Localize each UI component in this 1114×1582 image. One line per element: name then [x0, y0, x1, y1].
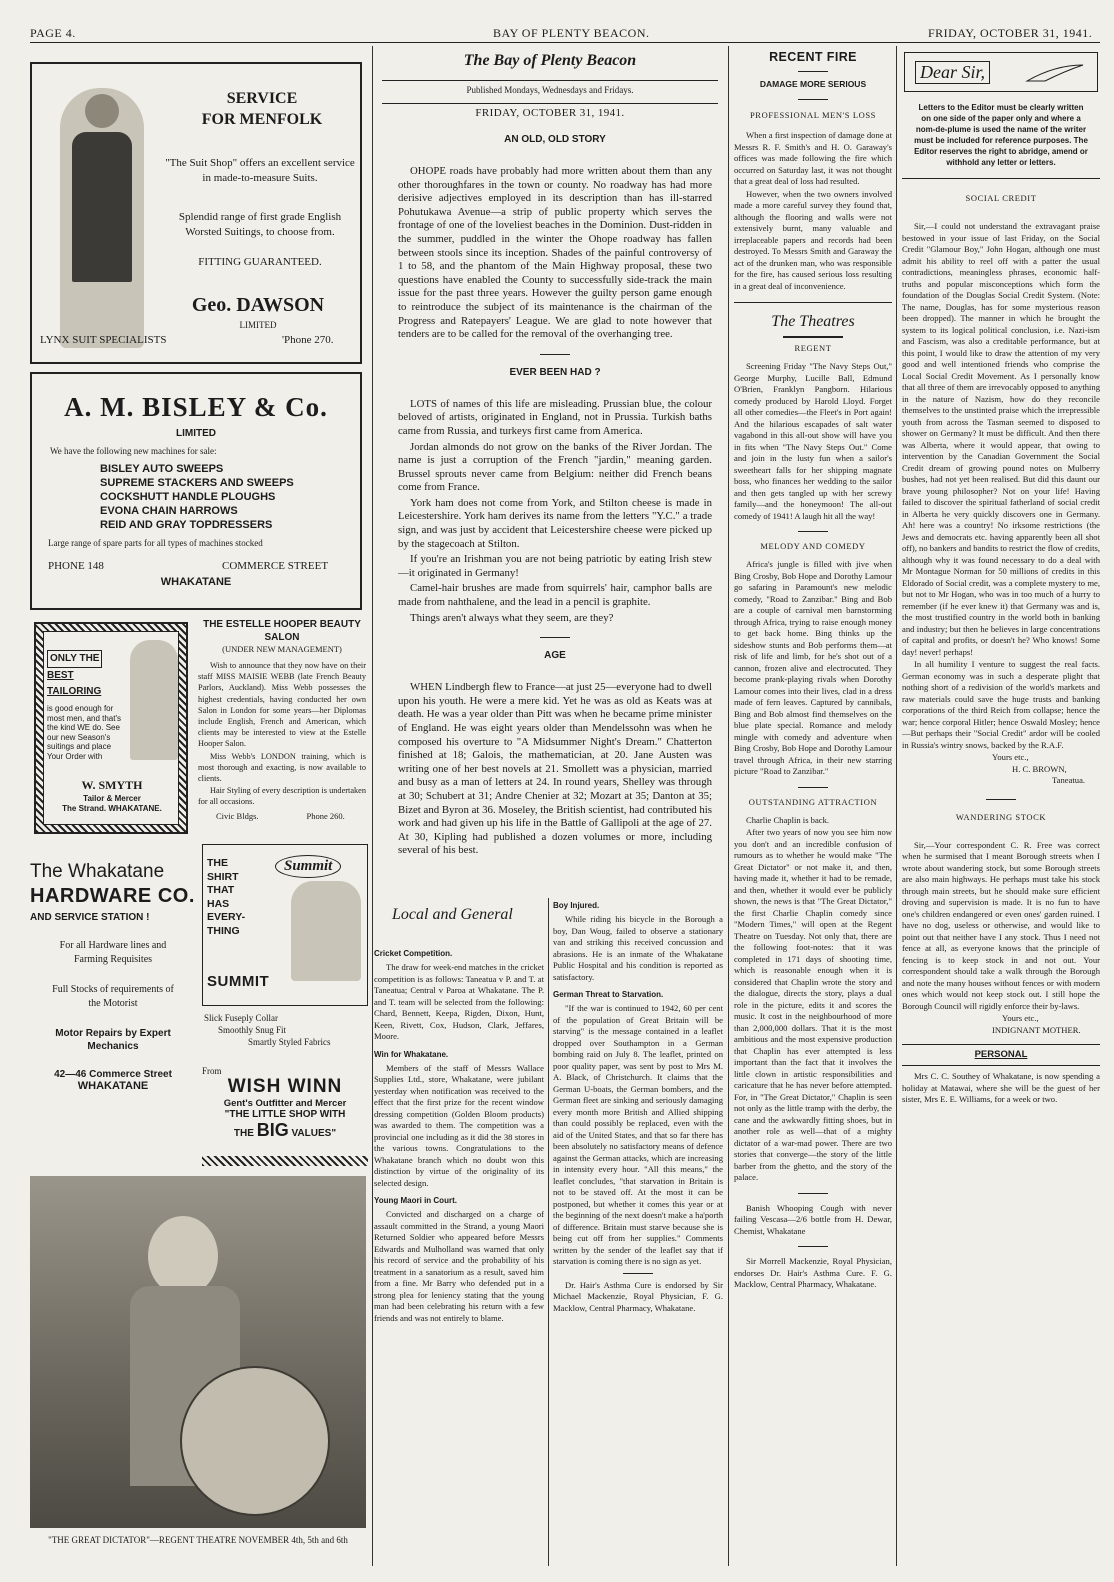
- ad-text: (UNDER NEW MANAGEMENT): [222, 644, 342, 654]
- letters-notice: Letters to the Editor must be clearly written on one side of the paper only and where a nom-de-plume is used the name of the writer must be included for reference purposes. The Editor reserves the right to abridge, amend or withhold any letter or letters.: [914, 103, 1088, 167]
- ad-text: FITTING GUARANTEED.: [198, 256, 322, 268]
- column-rule: [548, 898, 549, 1566]
- ad-slogan: ONLY THE BEST TAILORING: [47, 650, 102, 700]
- header-rule: [30, 42, 1100, 43]
- separator: [623, 1273, 653, 1274]
- editorial-body: LOTS of names of this life are misleading. Prussian blue, the colour beloved of artists, originated in England, not in Prussia. Turkish baths came from Russia, and turkeys first came from America. Jordan almonds do not grow on the banks of the River Jordan. The name is just a corruption of the French "jardin," meaning garden. Brussel sprouts never came from Belgium: neither did French beans come from France. York ham does not come from York, and Stilton cheese is made in Leicestershire. York ham derives its name from the letters "Y.C." a trade sign, and was just by accident that Leicestershire cheese were picked up by the stagecoach at Stilton. If you're an Irishman you are not being patriotic by eating Irish stew—it originated in Germany! Camel-hair brushes are made from squirrels' hair, camphor balls are made from nahthalene, and the lead in a pencil is graphite. Things aren't always what they seem, are they?: [398, 397, 712, 624]
- editorial-heading: AGE: [544, 650, 566, 662]
- page-date: FRIDAY, OCTOBER 31, 1941.: [928, 26, 1093, 40]
- ad-text: LIMITED: [239, 320, 277, 330]
- letter-heading: WANDERING STOCK: [955, 811, 1047, 822]
- separator: [798, 1246, 828, 1247]
- masthead: [382, 52, 718, 119]
- separator: [798, 531, 828, 532]
- advertiser-name: A. M. BISLEY & Co.: [64, 392, 328, 422]
- ad-text: is good enough for most men, and that's the kind WE do. See our new Season's suitings and place Your Order with: [47, 704, 122, 761]
- ad-text: The Strand. WHAKATANE.: [62, 804, 162, 813]
- ad-bisley: [30, 372, 362, 610]
- ad-text: WHAKATANE: [160, 576, 232, 588]
- ad-text: Large range of spare parts for all types of machines stocked: [48, 538, 263, 548]
- shirt-model-illustration: [291, 881, 361, 981]
- separator: [783, 336, 843, 338]
- letter-signoff: Yours etc.,: [992, 752, 1029, 762]
- letter-signoff: Yours etc.,: [1002, 1013, 1039, 1023]
- letter-place: Taneatua.: [1052, 775, 1086, 785]
- summit-logo: Summit: [275, 855, 341, 878]
- ad-title: The Whakatane: [30, 861, 165, 882]
- letter-body: Sir,—I could not understand the extravagant praise bestowed in your issue of last Friday, on the Social Credit "Glamour Boy," John Hogan, although one must admit his ability to reel off with a patter the usual contradictions, meaningless phrases, economic half-truths and popular misconceptions which form the foundation of the Douglas Social Credit System. (Note: The name, Douglas, has for some mysterious reason been dropped). The manner in which he brought the system to its logical political conclusion, i.e. Nazi-ism and Fascism, was also a creditable performance, but at this point, I would like to draw the attention of my very good and well intentioned friends who comprise the Local Social Credit Movement. As I personally know that all three of them are irrevocably opposed to anything in the nature of Nazism, how do they reconcile themselves to the unstinted praise which the irrepressible youth from across the Tasman seemed to disposed to shower on Germany? It must be difficult. And then there was Alberta, where it would appear, that owing to intervention by the Canadian Government the Social Credit dream of growing pound notes on Mulberry bushes, had not yet been realised. But did this daunt our brave young philosopher? Not on your life! Having failed to discover the spiritual fatherland of social credit in Alberta he very quickly discovers one in Germany. Ah! here was a country! No irksome restrictions (the Jews and democrats etc. having apparently been all shot off), no bankers and bandits to restrict the flow of credits, although why it was found necessary to do a deal with Mr Montague Norman for 50 millions of credits in this Eldorado of Social credit, was a complete mystery to me, but not to Mr Hogan, who was in too much of a hurry to remember (if he ever knew it) that Germany was and is, the most trustified country in the world both in banking and industry; but then he believes in large concentrations of capital and profits, or doesn't he? Who knows! Some day! never! perhaps! In all humility I venture to suggest the real facts. German economy was in such a desperate plight that nothing short of a redivision of the world's markets and raw materials could save the huge trusts and banking corporations of the third Reich from collapse; hence the war; hence corporal Hitler; hence Oswald Mosley; hence—But perhaps their "Social Credit" ardor will be cooled in Russia's wintry snows, backed by the R.A.F.: [902, 221, 1100, 750]
- ad-text: Full Stocks of requirements of the Motorist: [52, 984, 174, 1009]
- news-column: [734, 50, 892, 1562]
- editorial-body: WHEN Lindbergh flew to France—at just 25—everyone had to dwell upon his youth. He were a mere kid. Yet he was as old as Keats was at death. He was a year older than Pitt was when he became prime minister of England. He was eight years older than Mendelssohn was when he composed his overture to "A Midsummer Night's Dream." Chatterton finished at 18; Galois, the mathematician, at 20. Jane Austen was writing one of her best novels at 21. Smollett was a physician, married and busy as a man of letters at 24. In round years, Shelley was through at 30; Schubert at 31; Andre Chenier at 32; Mozart at 35; Danton at 35; Bizet and Byron at 36. Moseley, the British scientist, had contributed his work and had given up his life in the Battle of Gallipoli at the age of 27. At 30, Kipling had published a dozen volumes or more, including several of his best.: [398, 681, 712, 857]
- article-subheading: OUTSTANDING ATTRACTION: [748, 796, 878, 807]
- page-number: PAGE 4.: [30, 26, 76, 40]
- ad-summit: [202, 844, 368, 1006]
- personal-item: Mrs C. C. Southey of Whakatane, is now spending a holiday at Matawai, where she will be the guest of her sister, Mrs E. E. Williams, for a week or two.: [902, 1071, 1100, 1104]
- ad-text: We have the following new machines for sale:: [50, 446, 217, 456]
- ad-slogan: THE BIG VALUES": [233, 1120, 337, 1140]
- ad-slogan: THE SHIRT THAT HAS EVERY- THING: [207, 857, 246, 937]
- advertiser-name: W. SMYTH: [81, 778, 143, 792]
- ad-hardware: [30, 860, 196, 1106]
- separator: [540, 637, 570, 638]
- ad-text: "The Suit Shop" offers an excellent service in made-to-measure Suits.: [165, 157, 355, 184]
- separator: [986, 799, 1016, 800]
- ad-text: LIMITED: [176, 428, 216, 439]
- article-subheading: MELODY AND COMEDY: [760, 541, 866, 551]
- masthead-pub: Published Mondays, Wednesdays and Fridays.: [466, 85, 634, 95]
- letter-author: INDIGNANT MOTHER.: [992, 1024, 1081, 1035]
- advertiser-name: Geo. DAWSON: [191, 294, 325, 316]
- ad-text: Tailor & Mercer: [83, 794, 141, 803]
- ad-slogan: "THE LITTLE SHOP WITH: [224, 1109, 346, 1120]
- ad-text: Motor Repairs by Expert Mechanics: [55, 1028, 171, 1052]
- ad-winn: [202, 1066, 368, 1156]
- ad-text: For all Hardware lines and Farming Requisites: [59, 940, 167, 965]
- ad-summit-features: Slick Fuseply Collar Smoothly Snug Fit Smartly Styled Fabrics: [204, 1013, 331, 1047]
- ad-text: COMMERCE STREET: [222, 560, 329, 572]
- tailor-illustration: [130, 640, 178, 760]
- ad-contact: Civic Bldgs. Phone 260.: [216, 810, 345, 821]
- article-heading: RECENT FIRE: [769, 50, 857, 64]
- article-body: Charlie Chaplin is back. After two years of now you see him now you don't and an incredible confusion of rumours as to whether he would make "The Great Dictator" or not make it, and then, having made it, whether it had to be remade, and then, whether it would ever be publicly shown, the news is that "The Great Dictator," the first Charlie Chaplin comedy since "Modern Times," will open at the Regent Theatre on Tuesday. Not only that, there are the following foot-notes: that it was completed in 171 days of shooting time, which is reasonable enough when it is considered that Chaplin wrote the story and the dialogue, directs the story, plays a dual role in the picture, edits it and scores the music. It cost in the neighbourhood of more than 2,000,000 dollars. That it is the most ambitious and the most expensive production that Chaplin has ever attempted is less important than the fact that it involves the little clown in artistic responsibilities and caricature that he has never before attempted. For, in "The Great Dictator," Chaplin is seen not only as the little tramp with the derby, the cane and the awkwardly fitting shoes, but in another role as well—that of a mighty dictator of a war-mad power. There are two stories that converge—the story of the little barber from the ghetto, and the story of the palace.: [734, 814, 892, 1182]
- ad-phone: 'Phone 270.: [282, 334, 334, 346]
- machine-list: BISLEY AUTO SWEEPS SUPREME STACKERS AND SWEEPS COCKSHUTT HANDLE PLOUGHS EVONA CHAIN HARROWS REID AND GRAY TOPDRESSERS: [100, 463, 294, 531]
- column-rule: [896, 46, 897, 1566]
- article-body: When a first inspection of damage done at Messrs R. F. Smith's and H. O. Garaway's offices was made following the fire which occurred on Saturday last, it was not thought that a great deal of loss had resulted. However, when the two owners involved made a more careful survey they found that, although the flooring and walls were not extensively burnt, many valuable and irreplaceable papers and records had been destroyed. To Messrs Smith and Garaway the act of the drunken man, who was responsible for the fire, has caused serious loss resulting in a great deal of inconvenience.: [734, 130, 892, 291]
- ad-text: From: [202, 1066, 222, 1076]
- letter-heading: SOCIAL CREDIT: [965, 193, 1037, 203]
- ad-text: Splendid range of first grade English Worsted Suitings, to choose from.: [178, 211, 342, 238]
- letter-author: H. C. BROWN,: [1012, 763, 1067, 774]
- letters-column: [902, 50, 1100, 1562]
- editorial-heading: EVER BEEN HAD ?: [509, 366, 601, 378]
- section-heading: The Theatres: [771, 313, 855, 330]
- photo-caption: "THE GREAT DICTATOR"—REGENT THEATRE NOVEMBER 4th, 5th and 6th: [48, 1535, 348, 1545]
- ad-hooper: [198, 618, 366, 844]
- editorial-body: OHOPE roads have probably had more written about them than any other thoroughfares in the town or county. No roadway has had more derisive adjectives employed in its description than has ill-starred Pohutukawa Avenue—a strip of public property which serves the frontage of one of the loveliest beaches in the Dominion. Dust-ridden in the summer, puddled in the winter the Ohope roadway has fallen between stools since its inception. Shades of the painful controversy of 1 to 58, and the phantom of the Main Highway proposal, these two questions have enabled the County to successfully side-track the main issue for the past three years. However the guilty person game enough to reintroduce the subject of its maintenance is the chairman of the Progress and Ratepayers' League. We are glad to note however that tenders are to be called for the removal of the overhanging tree.: [398, 165, 712, 341]
- page-header: [28, 22, 1100, 44]
- ad-text: AND SERVICE STATION !: [30, 912, 150, 923]
- man-in-suit-illustration: [60, 88, 144, 348]
- article-subheading: REGENT: [794, 343, 832, 353]
- editorial-column: [398, 134, 712, 894]
- masthead-date: FRIDAY, OCTOBER 31, 1941.: [475, 107, 625, 119]
- article-subheading: PROFESSIONAL MEN'S LOSS: [749, 110, 876, 120]
- local-column-b: Boy Injured. While riding his bicycle in the Borough a boy, Dan Woug, failed to observe a stationary van and striking this received concussion and abrasions. He is an inmate of the Whakatane Public Hospital and his condition is reported as satisfactory. German Threat to Starvation. "If the war is continued to 1942, 60 per cent of the population of Great Britain will be starving" is the message contained in a leaflet dropped over Southampton in a German bombing raid on July 8. The leaflet, printed on poor quality paper, was sent by post to Mrs M. A. Black, of Christchurch. It claims that the German U-boats, the German bombers, and the German fleet are sinking and seriously damaging every month more British and Allied shipping than could possibly be replaced, even with the aid of the United States, and that so far there has been absolutely no satisfactory means of defence against the German attacks, which are increasing in intensity every hour. "All this means," the leaflet concludes, "that starvation in Britain is not to be staved off. At the most it can be postponed, but whether it comes this year or at the beginning of the next doesn't make a ha'porth of difference. Britain must starve because she is being cut off from her supplies." Comments written by the sender of the leaflet say that if starvation is coming there is no sign as yet. Dr. Hair's Asthma Cure is endorsed by Sir Michael Mackenzie, Royal Physician, F. G. Macklow, Central Pharmacy, Whakatane.: [553, 901, 723, 1313]
- ad-title: SERVICE FOR MENFOLK: [201, 90, 323, 128]
- ad-text: WHAKATANE: [77, 1080, 149, 1092]
- dear-sir-logo: Dear Sir,: [904, 52, 1098, 92]
- separator: [540, 354, 570, 355]
- ad-text: 42—46 Commerce Street: [54, 1069, 172, 1080]
- article-body: Screening Friday "The Navy Steps Out," George Murphy, Lucille Ball, Edmund O'Brien, Franklyn Pangborn. Hilarious comedy produced by Harold Lloyd. Forget all other comedies—the Fleet's in Port again! And the hilarious escapades of salt water vagabond in this all-out show will have you in fits when "The Navy Steps Out." Come and join in the lusty fun when a sailor's sweetheart falls for her shipping magnate boss, who finances her wedding to the sailor and then gets tangled up with her screwy family—and the honeymoon! The all-out comedy of 1941! A laugh hit all the way!: [734, 361, 892, 521]
- small-ad: Banish Whooping Cough with never failing Vescasa—2/6 bottle from H. Dewar, Chemist, Whakatane: [734, 1202, 892, 1236]
- ad-smyth: [34, 622, 188, 834]
- ad-text: Gent's Outfitter and Mercer: [223, 1098, 347, 1109]
- article-subheading: DAMAGE MORE SERIOUS: [759, 79, 867, 89]
- decorative-border: [202, 1156, 368, 1166]
- ad-body: Wish to announce that they now have on their staff MISS MAISIE WEBB (late French Beauty Parlors, Auckland). Miss Webb possesses the highest credentials, having conducted her own Salon in London for some years—her Diplomas include English, French and American, which clients may be interested to view at the Estelle Hooper Salon. Miss Webb's LONDON training, which is most thorough and exacting, is now available to clients. Hair Styling of every description is undertaken for all occasions.: [198, 661, 366, 807]
- quill-icon: [1025, 63, 1085, 83]
- editorial-heading: AN OLD, OLD STORY: [504, 134, 606, 145]
- ad-title: HARDWARE CO.: [30, 885, 195, 907]
- column-rule: [372, 46, 373, 1566]
- letter-body: Sir,—Your correspondent C. R. Free was correct when he surmised that I meant Borough streets when I wrote about wandering stock, but some Borough streets are also main highways. He perhaps must take his stock through main streets, but he should make sure efficient droving and supervision is made. It is no fun to have one's children endangered or even ones' garden ruined. I have no dog, useless or otherwise, and would like to point out that neither have I any stock. Thus I need not fence at all, as everyone knows that the principle of fencing is to keep stock in and not out. Your correspondent should take a walk through the Borough and note the many houses without fences or with modern ones which would not keep stock out. I still hope the Borough Council will rigidly enforce their by-laws.: [902, 839, 1100, 1011]
- separator: [798, 787, 828, 788]
- great-dictator-photo: [30, 1176, 366, 1528]
- masthead-title: The Bay of Plenty Beacon: [463, 52, 637, 69]
- ad-dawson: [30, 62, 362, 364]
- advertiser-name: WISH WINN: [227, 1076, 343, 1097]
- column-rule: [728, 46, 729, 1566]
- ad-phone: PHONE 148: [48, 560, 104, 572]
- separator: [798, 1193, 828, 1194]
- paper-title: BAY OF PLENTY BEACON.: [493, 26, 650, 40]
- section-heading: Local and General: [392, 906, 513, 923]
- article-body: Africa's jungle is filled with jive when Bing Crosby, Bob Hope and Dorothy Lamour go safaring in Paramount's new melodic comedy, "Road to Zanzibar." Bing and Bob are a couple of carnival men barnstorming through Africa, trying to raise enough money to get back home. Bing thinks up the sideshow stunts and Bob performs them—at risk of life and limb, for he's shot out of a cannon, frozen alive and electrocuted. They become prank-playing rivals when Dorothy Lamour comes into their lives, clad in a dress made of fern leaves. Captured by cannibals, Bing and Bob almost find themselves on the blue plate special. Romance and melody mingle with comedy and adventure when Bing Crosby, Bob Hope and Dorothy Lamour travel through Africa, in their new starring picture "Road to Zanzibar.": [734, 559, 892, 776]
- local-column-a: Cricket Competition. The draw for week-end matches in the cricket competition is as follows: Taneatua v P. and T. at Taneatua; Central v Paroa at Whakatane. The P. and T. team will be selected from the following: Chard, Bennett, Keepa, Rigden, Dixon, Hunt, Keen, Rivett, Cox, Hudson, Clark, Jeffares, Moore. Win for Whakatane. Members of the staff of Messrs Wallace Supplies Ltd., store, Whakatane, were jubilant yesterday when notification was received to the effect that the first prize for the recent window dressing competition (Golden Bloom products) was awarded to them. The competition was a provincial one including as it did the 38 stores in the various towns. Congratulations to the Whakatane branch which no doubt won this distinction by virtue of the originality of its selected design. Young Maori in Court. Convicted and discharged on a charge of assault committed in the Strand, a young Maori Returned Soldier who appeared before Messrs Edwards and Mulholland was warned that only his record of service and the probability of his treatment in a sanatorium as a result, saved him from a fine. Mr Barry who defended put in a strong plea for leniency stating that the young man had been celebrating his return with a few friends and was not entirely to blame.: [374, 949, 544, 1323]
- brand-name: SUMMIT: [207, 973, 270, 990]
- ad-title: THE ESTELLE HOOPER BEAUTY SALON: [203, 619, 361, 643]
- separator: [798, 71, 828, 72]
- section-heading: PERSONAL: [974, 1049, 1028, 1060]
- small-ad: Sir Morrell Mackenzie, Royal Physician, endorses Dr. Hair's Asthma Cure. F. G. Macklow, Central Pharmacy, Whakatane.: [734, 1256, 892, 1289]
- separator: [798, 99, 828, 100]
- ad-text: LYNX SUIT SPECIALISTS: [40, 334, 167, 346]
